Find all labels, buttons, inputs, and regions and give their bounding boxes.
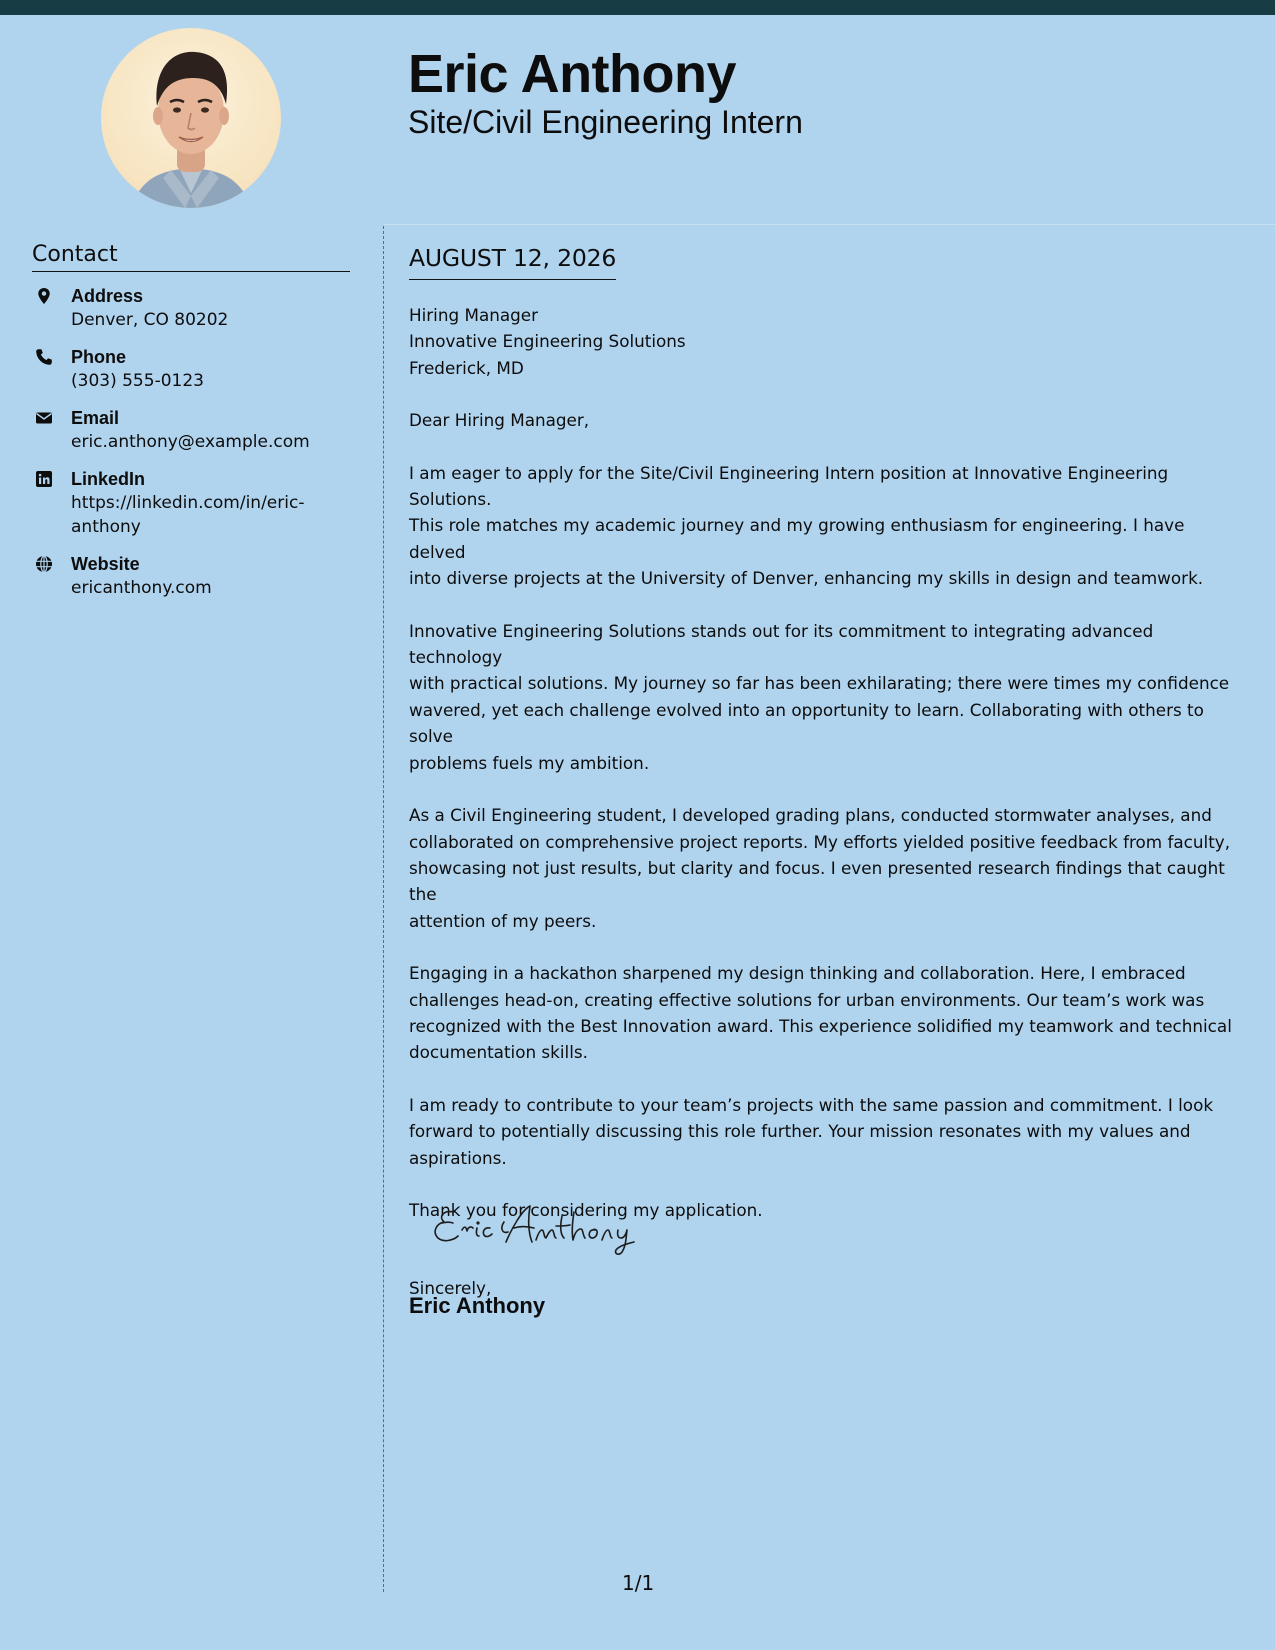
closing: Sincerely, [409,1278,492,1299]
globe-icon [35,555,53,573]
contact-linkedin [32,467,352,539]
letter-date: AUGUST 12, 2026 [409,243,616,280]
contact-value-line1: https://linkedin.com/in/eric- [71,493,305,513]
profile-photo [101,28,281,208]
salutation: Dear Hiring Manager, [409,410,590,431]
paragraph-line: wavered, yet each challenge evolved into an opportunity to learn. Collaborating with others to solve [409,699,1204,747]
paragraph [409,802,1245,934]
contact-heading: Contact [32,240,350,272]
candidate-name: Eric Anthony [408,44,737,104]
paragraph-line: Engaging in a hackathon sharpened my design thinking and collaboration. Here, I embraced [409,963,1186,984]
thanks-line: Thank you for considering my application. [409,1199,763,1220]
paragraph-line: showcasing not just results, but clarity and focus. I even presented research findings that caught the [409,857,1225,905]
page-number: 1/1 [622,1571,655,1595]
paragraph-line: with practical solutions. My journey so far has been exhilarating; there were times my confidence [409,673,1230,694]
contact-label: LinkedIn [71,469,146,489]
contact-value-line2: anthony [71,517,141,537]
letter-body [409,302,1245,1302]
paragraph-line: challenges head-on, creating effective solutions for urban environments. Our team’s work was [409,989,1205,1010]
contact-label: Phone [71,347,127,367]
recipient-block [409,302,1245,381]
map-pin-icon [35,287,53,305]
recipient-line: Frederick, MD [409,357,524,378]
paragraph-line: into diverse projects at the University of Denver, enhancing my skills in design and teamwork. [409,568,1204,589]
contact-website [32,552,352,600]
contact-value: (303) 555-0123 [71,371,204,391]
header-divider [384,224,1275,225]
recipient-line: Innovative Engineering Solutions [409,331,686,352]
paragraph-line: Innovative Engineering Solutions stands out for its commitment to integrating advanced technology [409,620,1154,668]
paragraph-line: forward to potentially discussing this role further. Your mission resonates with my values and [409,1121,1191,1142]
linkedin-icon [35,470,53,488]
paragraph-line: I am eager to apply for the Site/Civil Engineering Intern position at Innovative Engineering Solutions. [409,462,1169,510]
contact-value: ericanthony.com [71,578,212,598]
paragraph-line: recognized with the Best Innovation award. This experience solidified my teamwork and technical [409,1015,1232,1036]
contact-value: eric.anthony@example.com [71,432,310,452]
envelope-icon [35,409,53,427]
paragraph [409,618,1245,776]
paragraph-line: documentation skills. [409,1042,588,1063]
paragraph [409,960,1245,1066]
contact-phone [32,345,352,393]
contact-label: Website [71,554,140,574]
contact-value: Denver, CO 80202 [71,310,229,330]
contact-label: Email [71,408,120,428]
job-title: Site/Civil Engineering Intern [408,104,803,140]
contact-address [32,284,352,332]
recipient-line: Hiring Manager [409,305,539,325]
contact-label: Address [71,286,144,306]
paragraph-line: aspirations. [409,1147,507,1168]
paragraph-line: This role matches my academic journey and my growing enthusiasm for engineering. I have delved [409,515,1185,562]
paragraph-line: attention of my peers. [409,910,597,931]
paragraph-line: problems fuels my ambition. [409,752,650,773]
paragraph-line: As a Civil Engineering student, I developed grading plans, conducted stormwater analyses, and [409,805,1212,826]
top-bar [0,0,1275,15]
paragraph-line: collaborated on comprehensive project reports. My efforts yielded positive feedback from faculty, [409,831,1231,852]
phone-icon [35,348,53,366]
paragraph [409,460,1245,592]
contact-list [32,284,352,613]
signed-name: Eric Anthony [409,1293,546,1318]
column-divider [383,226,384,1592]
handwritten-signature [430,1198,650,1258]
paragraph [409,1092,1245,1171]
paragraph-line: I am ready to contribute to your team’s projects with the same passion and commitment. I look [409,1094,1214,1115]
contact-email [32,406,352,454]
